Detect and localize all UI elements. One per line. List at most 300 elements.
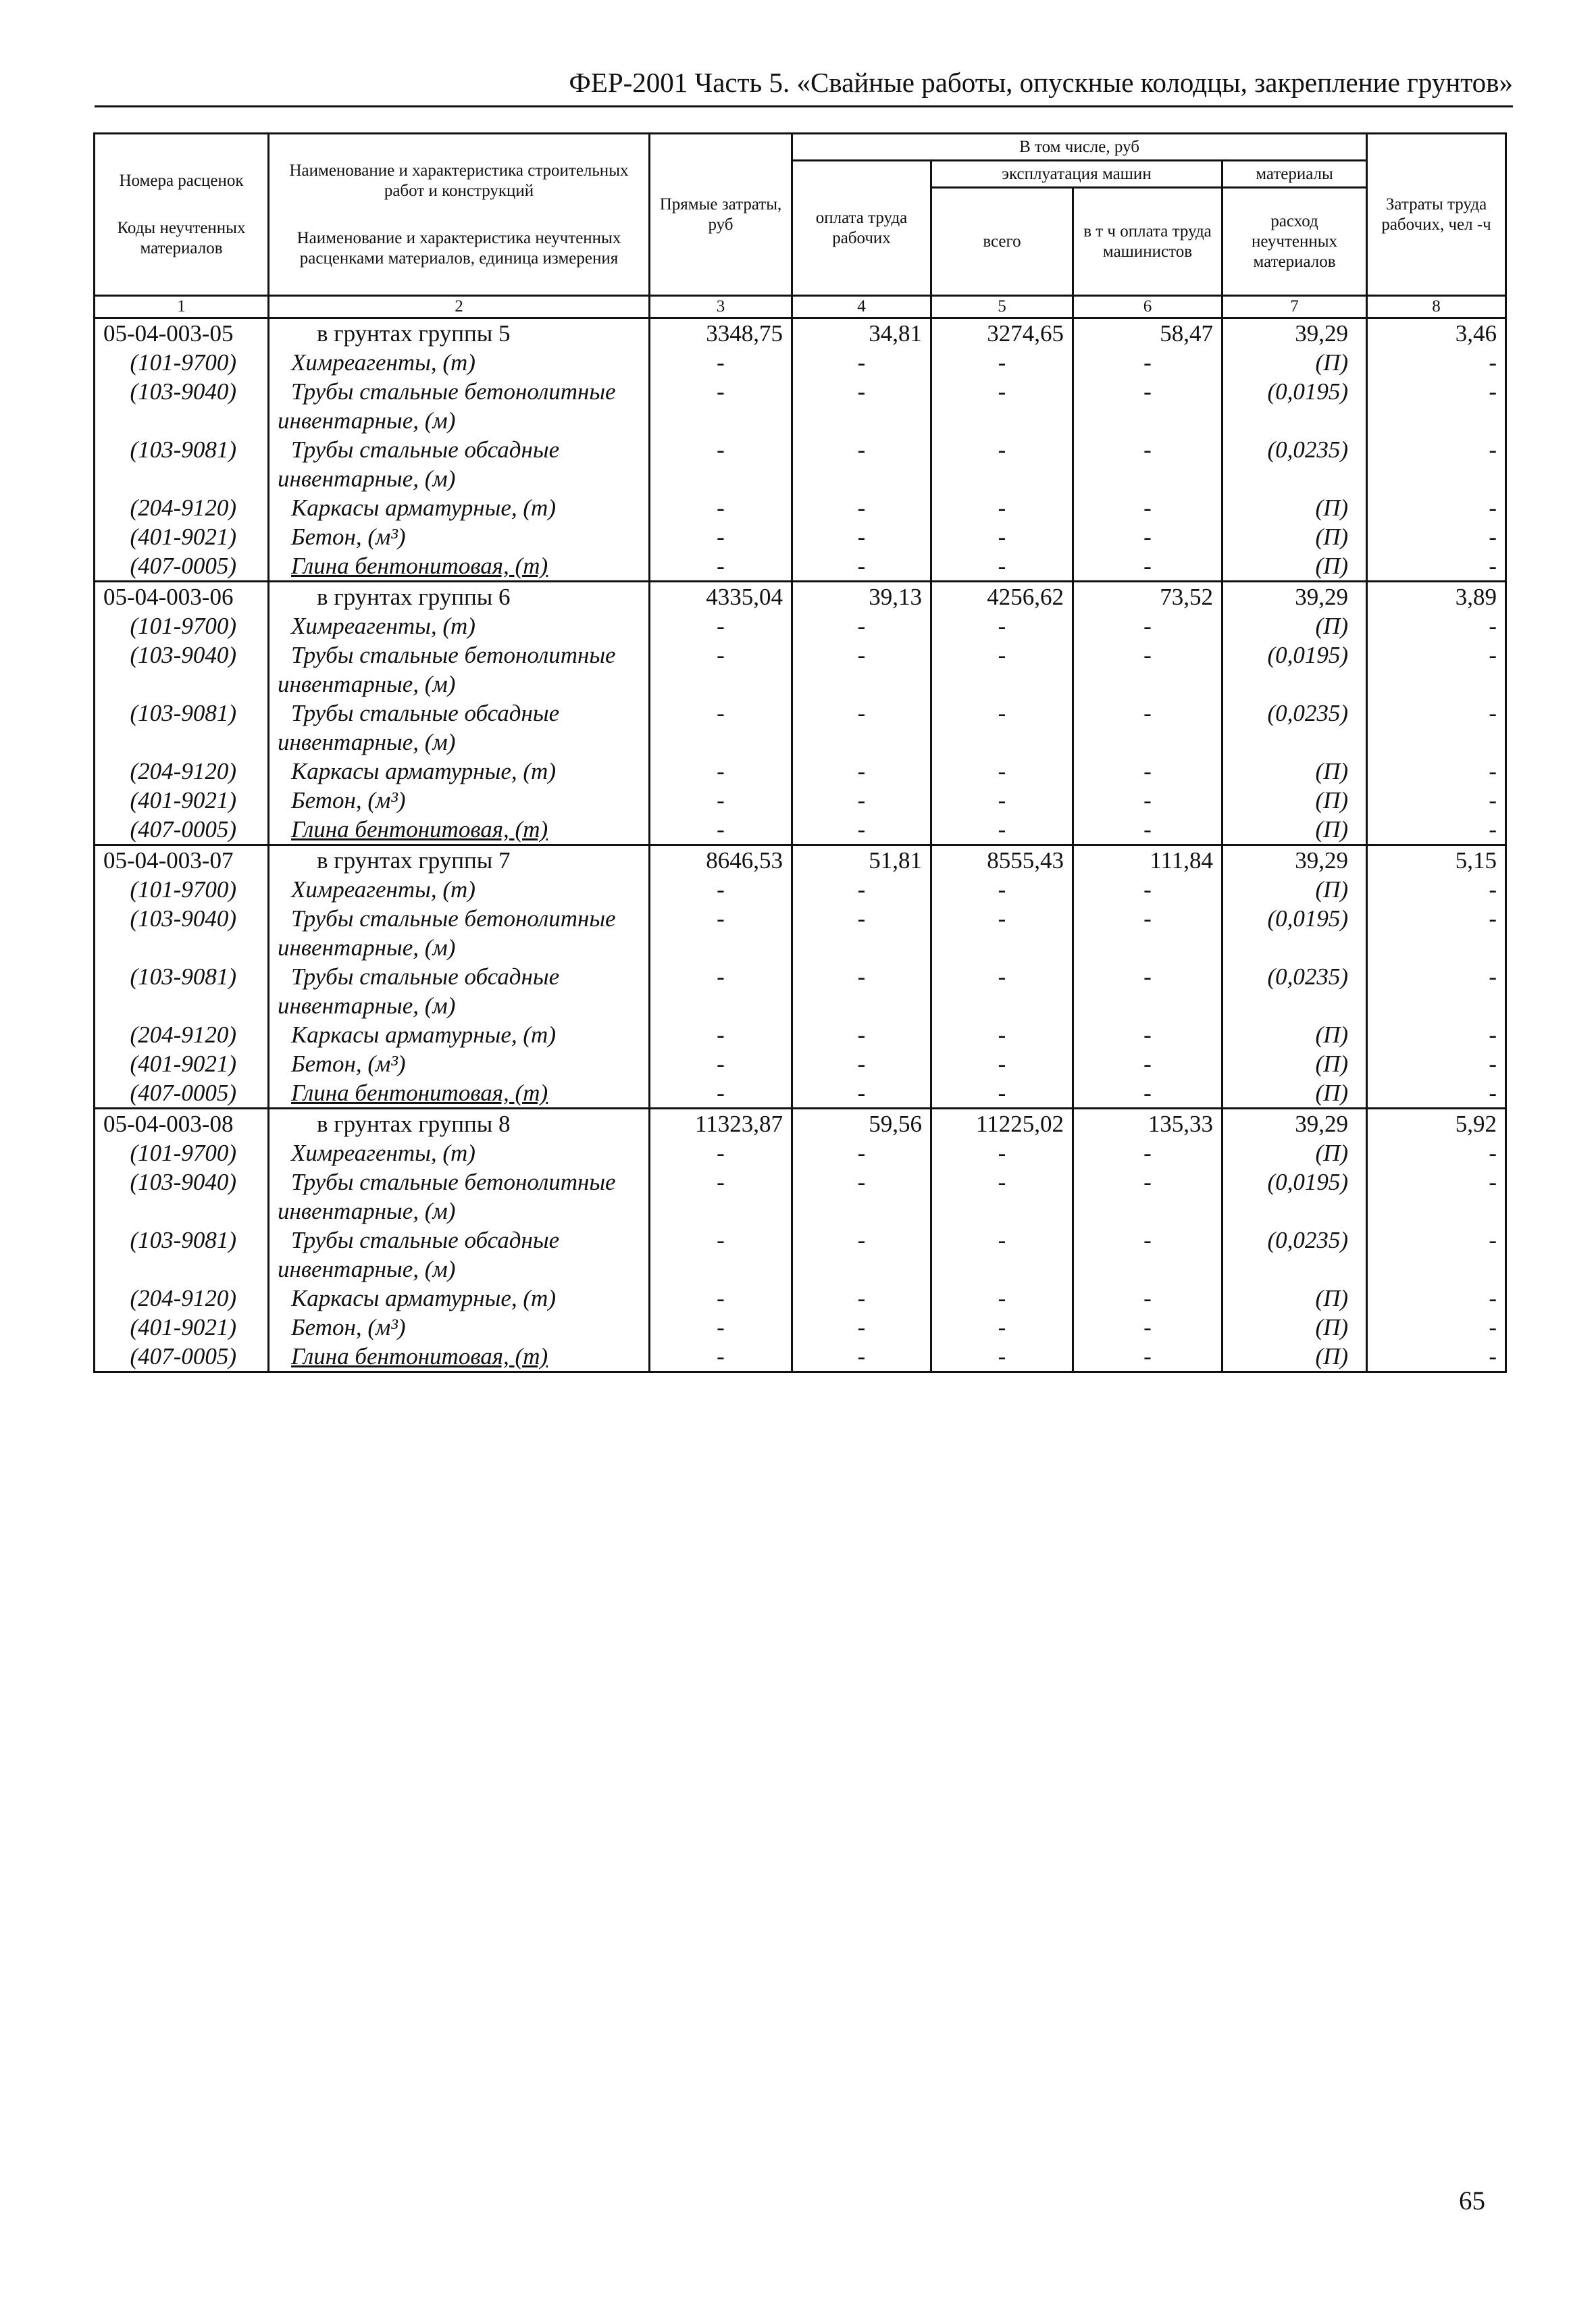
material-name-continued: инвентарные, (м) [278,992,456,1019]
material-name-text: Бетон, (м³) [291,1314,406,1340]
empty-dash: - [650,377,792,435]
empty-dash: - [931,493,1073,522]
empty-dash: - [792,1049,931,1078]
empty-dash: - [1073,815,1222,845]
empty-dash: - [931,786,1073,815]
material-name [269,757,650,786]
material-name [269,962,650,1020]
material-name [269,611,650,640]
empty-dash: - [1367,377,1506,435]
empty-dash: - [650,1020,792,1049]
material-name-text: Бетон, (м³) [291,524,406,550]
material-name-text: Глина бентонитовая, (т) [291,1080,548,1106]
empty-dash: - [1073,699,1222,757]
material-row [95,962,1506,1020]
empty-dash: - [1367,875,1506,904]
material-name-text: Трубы стальные обсадные [291,436,560,463]
material-row [95,522,1506,551]
empty-dash: - [650,611,792,640]
empty-dash: - [931,1078,1073,1109]
empty-dash: - [650,1078,792,1109]
material-quantity: (0,0195) [1222,377,1367,435]
material-row [95,493,1506,522]
empty-dash: - [792,1342,931,1372]
header-machinist-pay: в т ч оплата труда машинистов [1073,188,1222,296]
empty-dash: - [931,435,1073,493]
material-name-text: Химреагенты, (т) [291,613,475,639]
material-name-text: Химреагенты, (т) [291,349,475,376]
empty-dash: - [1367,1342,1506,1372]
empty-dash: - [931,551,1073,582]
empty-dash: - [792,1167,931,1226]
empty-dash: - [1073,1078,1222,1109]
material-name-continued: инвентарные, (м) [278,466,456,492]
header-direct-costs: Прямые затраты, руб [650,134,792,296]
empty-dash: - [1073,1313,1222,1342]
page-number: 65 [1459,2186,1485,2215]
material-name-text: Каркасы арматурные, (т) [291,758,556,784]
machinist-pay-value: 58,47 [1073,318,1222,349]
rate-row [95,582,1506,612]
empty-dash: - [650,348,792,377]
material-name [269,551,650,582]
material-code: (401-9021) [95,786,269,815]
empty-dash: - [1073,786,1222,815]
empty-dash: - [931,815,1073,845]
rate-code: 05-04-003-07 [95,845,269,876]
materials-value: 39,29 [1222,845,1367,876]
material-row [95,786,1506,815]
material-name-text: Трубы стальные обсадные [291,700,560,726]
material-quantity: (П) [1222,757,1367,786]
rate-name [269,582,650,612]
machines-total-value: 8555,43 [931,845,1073,876]
material-row [95,757,1506,786]
material-name-text: Химреагенты, (т) [291,1140,475,1166]
column-number: 8 [1367,296,1506,318]
empty-dash: - [931,348,1073,377]
empty-dash: - [1367,611,1506,640]
material-row [95,1049,1506,1078]
material-name [269,640,650,699]
empty-dash: - [792,875,931,904]
column-number: 1 [95,296,269,318]
empty-dash: - [1367,962,1506,1020]
material-row [95,377,1506,435]
material-code: (401-9021) [95,1313,269,1342]
rate-name [269,845,650,876]
empty-dash: - [931,1313,1073,1342]
materials-value: 39,29 [1222,582,1367,612]
rate-code: 05-04-003-06 [95,582,269,612]
material-quantity: (0,0235) [1222,962,1367,1020]
material-row [95,904,1506,962]
header-machines-total: всего [931,188,1073,296]
rate-row [95,845,1506,876]
empty-dash: - [792,1284,931,1313]
header-rate-numbers: Номера расценок [119,171,244,190]
material-row [95,1284,1506,1313]
empty-dash: - [931,377,1073,435]
material-row [95,1138,1506,1167]
empty-dash: - [1073,1049,1222,1078]
empty-dash: - [1367,435,1506,493]
column-number: 5 [931,296,1073,318]
material-row [95,815,1506,845]
material-name-text: Бетон, (м³) [291,787,406,813]
material-row [95,699,1506,757]
material-name [269,1020,650,1049]
empty-dash: - [931,1342,1073,1372]
empty-dash: - [650,757,792,786]
column-number: 4 [792,296,931,318]
empty-dash: - [792,1313,931,1342]
empty-dash: - [931,757,1073,786]
empty-dash: - [1073,377,1222,435]
material-name [269,1138,650,1167]
empty-dash: - [792,522,931,551]
header-names [269,134,650,296]
machines-total-value: 4256,62 [931,582,1073,612]
material-row [95,1167,1506,1226]
empty-dash: - [792,815,931,845]
empty-dash: - [650,1167,792,1226]
header-machines: эксплуатация машин [931,161,1222,188]
material-name [269,348,650,377]
materials-value: 39,29 [1222,1109,1367,1139]
material-code: (103-9040) [95,1167,269,1226]
material-name [269,1284,650,1313]
material-quantity: (П) [1222,1138,1367,1167]
empty-dash: - [1073,551,1222,582]
empty-dash: - [792,493,931,522]
empty-dash: - [1073,611,1222,640]
material-name-text: Трубы стальные бетонолитные [291,642,616,668]
empty-dash: - [1367,904,1506,962]
empty-dash: - [1073,640,1222,699]
material-code: (101-9700) [95,348,269,377]
empty-dash: - [1073,962,1222,1020]
material-code: (103-9040) [95,904,269,962]
materials-value: 39,29 [1222,318,1367,349]
material-name-text: Каркасы арматурные, (т) [291,495,556,521]
material-name-text: Трубы стальные обсадные [291,1227,560,1253]
material-code: (101-9700) [95,611,269,640]
material-row [95,348,1506,377]
empty-dash: - [1073,493,1222,522]
empty-dash: - [650,1342,792,1372]
material-name [269,493,650,522]
machinist-pay-value: 73,52 [1073,582,1222,612]
column-number: 6 [1073,296,1222,318]
direct-costs-value: 3348,75 [650,318,792,349]
document-title: ФЕР-2001 Часть 5. «Свайные работы, опускные колодцы, закрепление грунтов» [569,67,1513,98]
material-row [95,435,1506,493]
machines-total-value: 3274,65 [931,318,1073,349]
empty-dash: - [1367,757,1506,786]
empty-dash: - [931,522,1073,551]
rate-name [269,1109,650,1139]
header-including: В том числе, руб [792,134,1367,161]
empty-dash: - [1073,1020,1222,1049]
empty-dash: - [792,786,931,815]
header-labor-pay: оплата труда рабочих [792,161,931,296]
empty-dash: - [931,1284,1073,1313]
empty-dash: - [1367,493,1506,522]
material-name-text: Трубы стальные обсадные [291,963,560,990]
material-code: (101-9700) [95,1138,269,1167]
rate-name [269,318,650,349]
empty-dash: - [1367,640,1506,699]
empty-dash: - [792,962,931,1020]
labor-pay-value: 51,81 [792,845,931,876]
material-quantity: (0,0235) [1222,1226,1367,1284]
material-name-text: Трубы стальные бетонолитные [291,378,616,405]
material-row [95,551,1506,582]
material-code: (103-9081) [95,435,269,493]
material-quantity: (0,0235) [1222,435,1367,493]
material-quantity: (0,0195) [1222,640,1367,699]
empty-dash: - [650,1049,792,1078]
empty-dash: - [1073,875,1222,904]
material-row [95,1313,1506,1342]
material-quantity: (П) [1222,348,1367,377]
labor-pay-value: 34,81 [792,318,931,349]
material-name-continued: инвентарные, (м) [278,934,456,961]
empty-dash: - [1073,757,1222,786]
empty-dash: - [931,875,1073,904]
labor-hours-value: 5,15 [1367,845,1506,876]
empty-dash: - [931,904,1073,962]
material-name [269,1167,650,1226]
empty-dash: - [650,875,792,904]
empty-dash: - [1367,1020,1506,1049]
material-name-text: Трубы стальные бетонолитные [291,1169,616,1195]
labor-pay-value: 59,56 [792,1109,931,1139]
labor-hours-value: 5,92 [1367,1109,1506,1139]
header-material-usage: расход неучтенных материалов [1222,188,1367,296]
empty-dash: - [931,1167,1073,1226]
empty-dash: - [650,786,792,815]
material-code: (103-9040) [95,640,269,699]
empty-dash: - [1073,1167,1222,1226]
material-code: (407-0005) [95,1078,269,1109]
material-code: (204-9120) [95,1284,269,1313]
material-quantity: (П) [1222,786,1367,815]
material-name-continued: инвентарные, (м) [278,671,456,697]
material-code: (407-0005) [95,551,269,582]
material-quantity: (П) [1222,1313,1367,1342]
header-materials: материалы [1222,161,1367,188]
material-row [95,640,1506,699]
material-row [95,1342,1506,1372]
material-name-text: Каркасы арматурные, (т) [291,1022,556,1048]
empty-dash: - [792,904,931,962]
material-quantity: (П) [1222,611,1367,640]
empty-dash: - [1367,699,1506,757]
empty-dash: - [650,551,792,582]
material-name [269,875,650,904]
empty-dash: - [1073,1138,1222,1167]
rate-code: 05-04-003-05 [95,318,269,349]
material-code: (204-9120) [95,757,269,786]
material-name [269,522,650,551]
empty-dash: - [1073,1226,1222,1284]
material-name [269,1226,650,1284]
table-header [95,134,1506,318]
empty-dash: - [650,962,792,1020]
material-quantity: (П) [1222,1284,1367,1313]
header-column-numbers [95,296,1506,318]
material-quantity: (П) [1222,1078,1367,1109]
material-name-text: Химреагенты, (т) [291,876,475,903]
empty-dash: - [1367,1078,1506,1109]
material-quantity: (П) [1222,815,1367,845]
empty-dash: - [1073,435,1222,493]
empty-dash: - [792,348,931,377]
empty-dash: - [931,962,1073,1020]
empty-dash: - [1367,1049,1506,1078]
material-quantity: (0,0195) [1222,904,1367,962]
material-row [95,611,1506,640]
empty-dash: - [1367,1138,1506,1167]
empty-dash: - [650,522,792,551]
material-quantity: (П) [1222,493,1367,522]
empty-dash: - [1367,522,1506,551]
header-material-codes: Коды неучтенных материалов [117,218,246,257]
empty-dash: - [931,611,1073,640]
header-material-name: Наименование и характеристика неучтенных расценками материалов, единица измерения [297,228,621,268]
material-name [269,435,650,493]
material-name [269,1078,650,1109]
material-code: (407-0005) [95,1342,269,1372]
header-rule [95,105,1513,107]
labor-hours-value: 3,46 [1367,318,1506,349]
material-name [269,1342,650,1372]
page-header [95,66,1513,107]
empty-dash: - [1073,348,1222,377]
empty-dash: - [650,435,792,493]
material-name-text: Глина бентонитовая, (т) [291,553,548,579]
empty-dash: - [650,904,792,962]
material-name [269,904,650,962]
material-name-continued: инвентарные, (м) [278,1198,456,1224]
empty-dash: - [792,551,931,582]
material-code: (103-9081) [95,699,269,757]
column-number: 3 [650,296,792,318]
rates-table [93,132,1507,1373]
empty-dash: - [650,1284,792,1313]
material-name-text: Глина бентонитовая, (т) [291,816,548,842]
empty-dash: - [1073,522,1222,551]
empty-dash: - [931,1138,1073,1167]
material-name [269,699,650,757]
rate-name-text: в грунтах группы 6 [317,584,511,610]
material-row [95,1078,1506,1109]
material-code: (401-9021) [95,522,269,551]
material-name-continued: инвентарные, (м) [278,729,456,755]
empty-dash: - [1073,1284,1222,1313]
material-code: (401-9021) [95,1049,269,1078]
direct-costs-value: 11323,87 [650,1109,792,1139]
empty-dash: - [650,1138,792,1167]
material-row [95,875,1506,904]
labor-hours-value: 3,89 [1367,582,1506,612]
material-code: (103-9040) [95,377,269,435]
material-code: (204-9120) [95,493,269,522]
empty-dash: - [792,1078,931,1109]
header-labor-hours: Затраты труда рабочих, чел -ч [1367,134,1506,296]
material-row [95,1020,1506,1049]
material-code: (103-9081) [95,962,269,1020]
material-code: (101-9700) [95,875,269,904]
material-quantity: (П) [1222,1020,1367,1049]
material-quantity: (0,0195) [1222,1167,1367,1226]
material-name [269,786,650,815]
empty-dash: - [650,640,792,699]
empty-dash: - [792,1020,931,1049]
empty-dash: - [650,1313,792,1342]
material-name-continued: инвентарные, (м) [278,1256,456,1282]
empty-dash: - [931,640,1073,699]
rate-name-text: в грунтах группы 8 [317,1111,511,1137]
empty-dash: - [1367,551,1506,582]
machines-total-value: 11225,02 [931,1109,1073,1139]
rate-row [95,1109,1506,1139]
empty-dash: - [792,757,931,786]
empty-dash: - [650,1226,792,1284]
material-quantity: (П) [1222,1342,1367,1372]
rate-code: 05-04-003-08 [95,1109,269,1139]
material-code: (103-9081) [95,1226,269,1284]
material-row [95,1226,1506,1284]
empty-dash: - [792,699,931,757]
empty-dash: - [1367,815,1506,845]
empty-dash: - [792,1138,931,1167]
empty-dash: - [792,640,931,699]
material-name [269,1313,650,1342]
empty-dash: - [650,699,792,757]
empty-dash: - [1367,1226,1506,1284]
empty-dash: - [792,377,931,435]
table-body [95,318,1506,1372]
labor-pay-value: 39,13 [792,582,931,612]
empty-dash: - [931,1226,1073,1284]
empty-dash: - [931,699,1073,757]
empty-dash: - [1073,1342,1222,1372]
empty-dash: - [650,493,792,522]
column-number: 7 [1222,296,1367,318]
material-quantity: (П) [1222,1049,1367,1078]
material-quantity: (П) [1222,551,1367,582]
empty-dash: - [1367,786,1506,815]
empty-dash: - [792,611,931,640]
material-name-text: Бетон, (м³) [291,1051,406,1077]
empty-dash: - [1367,348,1506,377]
empty-dash: - [650,815,792,845]
material-name-text: Трубы стальные бетонолитные [291,905,616,932]
machinist-pay-value: 111,84 [1073,845,1222,876]
machinist-pay-value: 135,33 [1073,1109,1222,1139]
material-name [269,377,650,435]
empty-dash: - [1367,1167,1506,1226]
header-work-name: Наименование и характеристика строительных работ и конструкций [289,161,629,200]
material-name [269,1049,650,1078]
material-name-text: Глина бентонитовая, (т) [291,1343,548,1369]
empty-dash: - [931,1049,1073,1078]
rate-row [95,318,1506,349]
empty-dash: - [1367,1284,1506,1313]
